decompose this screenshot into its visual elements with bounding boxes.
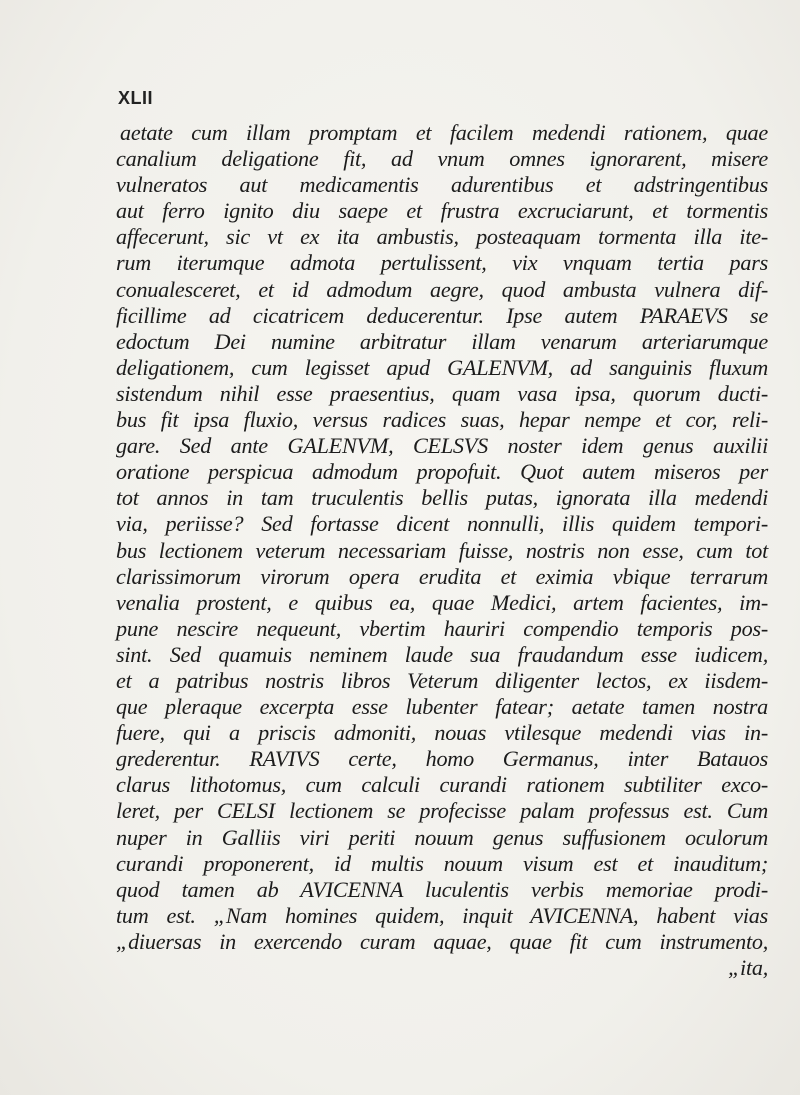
- text-line: edoctum Dei numine arbitratur illam venarum arteriarumque: [116, 328, 768, 354]
- text-line: bus fit ipsa fluxio, versus radices suas, hepar nempe et cor, reli-: [116, 407, 768, 433]
- text-line: via, periisse? Sed fortasse dicent nonnulli, illis quidem tempori-: [116, 511, 768, 537]
- text-line: fuere, qui a priscis admoniti, nouas vtilesque medendi vias in-: [116, 720, 768, 746]
- text-line: clarus lithotomus, cum calculi curandi rationem subtiliter exco-: [116, 772, 768, 798]
- text-line: grederentur. RAVIVS certe, homo Germanus, inter Batauos: [116, 746, 768, 772]
- text-line: venalia prostent, e quibus ea, quae Medici, artem facientes, im-: [116, 589, 768, 615]
- text-line: que pleraque excerpta esse lubenter fatear; aetate tamen nostra: [116, 694, 768, 720]
- text-line: ficillime ad cicatricem deducerentur. Ipse autem PARAEVS se: [116, 302, 768, 328]
- text-line: canalium deligatione fit, ad vnum omnes ignorarent, misere: [116, 146, 768, 172]
- text-line: pune nescire nequeunt, vbertim hauriri compendio temporis pos-: [116, 615, 768, 641]
- text-line: aetate cum illam promptam et facilem medendi rationem, quae: [120, 120, 768, 145]
- page-number: XLII: [118, 88, 154, 108]
- text-line: leret, per CELSI lectionem se profecisse palam professus est. Cum: [116, 798, 768, 824]
- text-line: sistendum nihil esse praesentius, quam vasa ipsa, quorum ducti-: [116, 380, 768, 406]
- text-line: deligationem, cum legisset apud GALENVM, ad sanguinis fluxum: [116, 354, 768, 380]
- text-line: bus lectionem veterum necessariam fuisse, nostris non esse, cum tot: [116, 537, 768, 563]
- text-line: tot annos in tam truculentis bellis putas, ignorata illa medendi: [116, 485, 768, 511]
- catchword: „ita,: [727, 955, 768, 980]
- body-text: [116, 120, 768, 981]
- text-line: rum iterumque admota pertulissent, vix vnquam tertia pars: [116, 250, 768, 276]
- text-line: conualesceret, et id admodum aegre, quod ambusta vulnera dif-: [116, 276, 768, 302]
- text-line: et a patribus nostris libros Veterum diligenter lectos, ex iisdem-: [116, 667, 768, 693]
- text-line: nuper in Galliis viri periti nouum genus suffusionem oculorum: [116, 824, 768, 850]
- text-line: affecerunt, sic vt ex ita ambustis, posteaquam tormenta illa ite-: [116, 224, 768, 250]
- text-line: oratione perspicua admodum propofuit. Quot autem miseros per: [116, 459, 768, 485]
- text-line: sint. Sed quamuis neminem laude sua fraudandum esse iudicem,: [116, 641, 768, 667]
- text-line: curandi proponerent, id multis nouum visum est et inauditum;: [116, 850, 768, 876]
- text-line: gare. Sed ante GALENVM, CELSVS noster idem genus auxilii: [116, 433, 768, 459]
- text-line: vulneratos aut medicamentis adurentibus et adstringentibus: [116, 172, 768, 198]
- text-line: clarissimorum virorum opera erudita et eximia vbique terrarum: [116, 563, 768, 589]
- text-line: aut ferro ignito diu saepe et frustra excruciarunt, et tormentis: [116, 198, 768, 224]
- text-line: tum est. „Nam homines quidem, inquit AVICENNA, habent vias: [116, 902, 768, 928]
- text-line: „diuersas in exercendo curam aquae, quae fit cum instrumento,: [116, 928, 768, 954]
- text-line: quod tamen ab AVICENNA luculentis verbis memoriae prodi-: [116, 876, 768, 902]
